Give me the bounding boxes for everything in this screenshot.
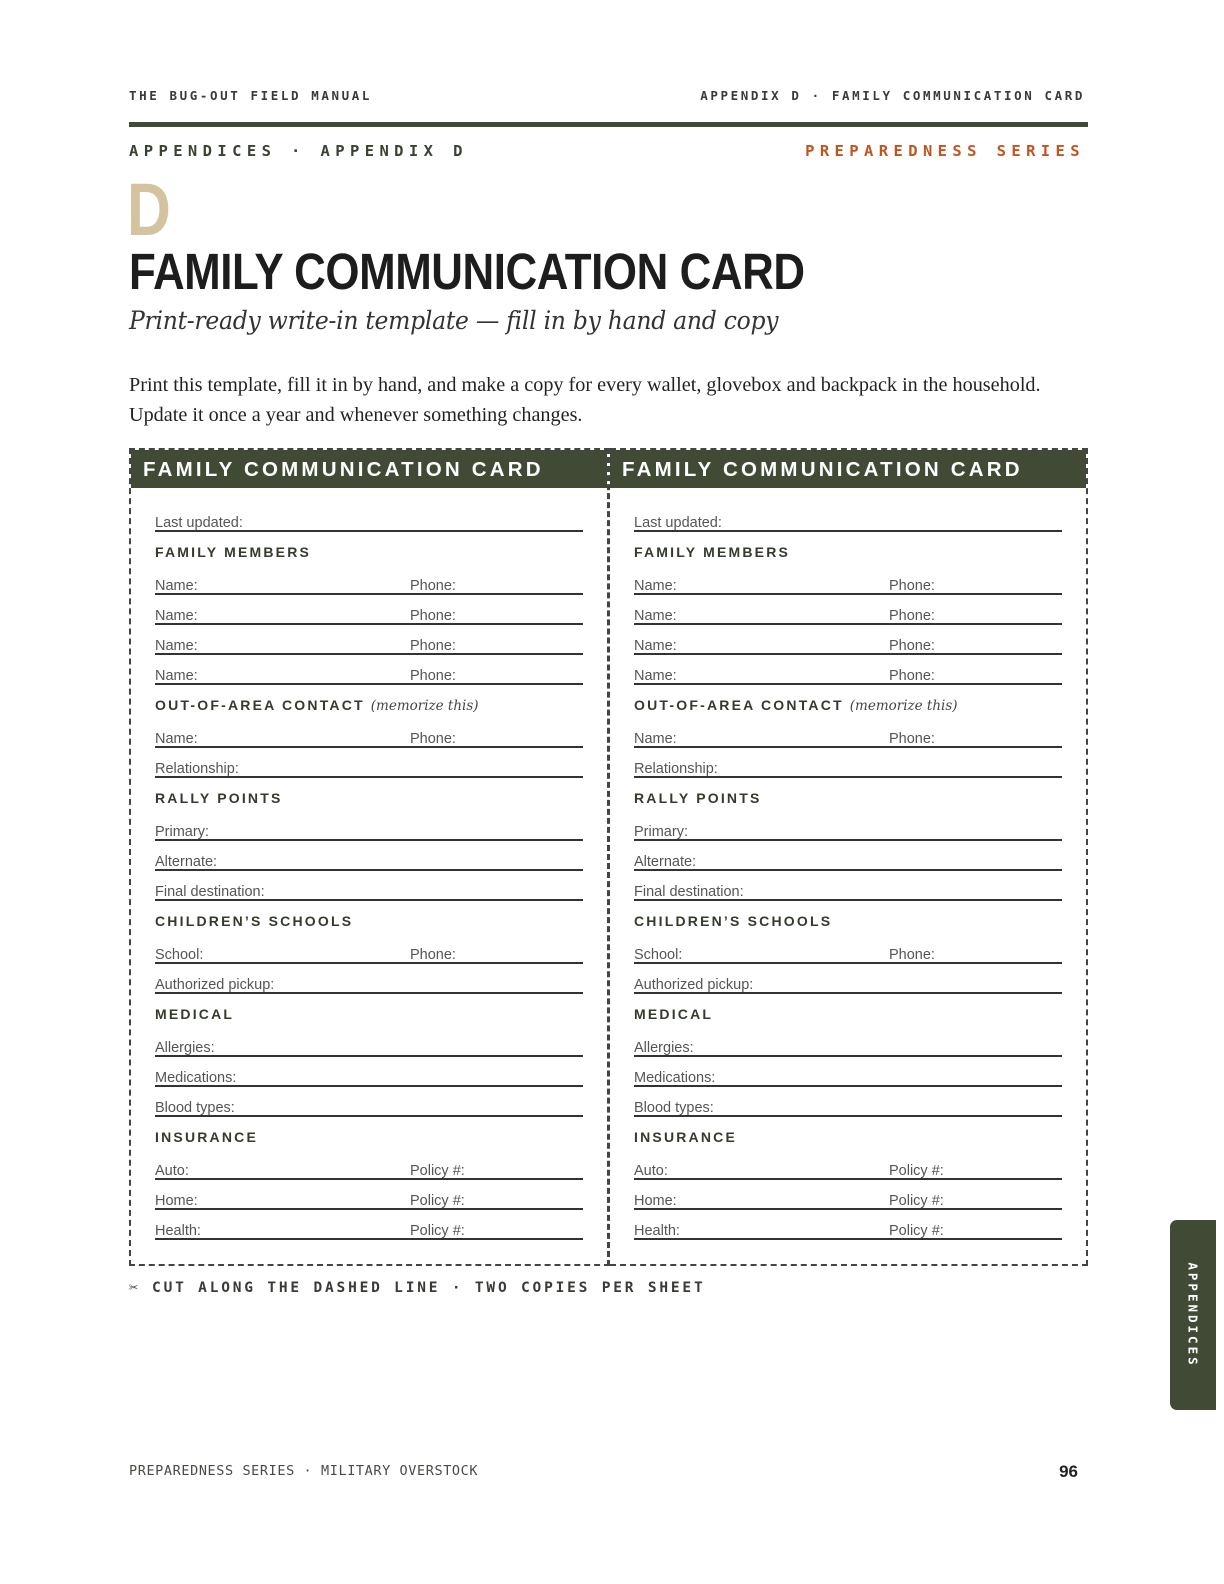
field-row[interactable] — [155, 1180, 583, 1210]
field-label: Allergies: — [155, 1040, 215, 1056]
field-label: Final destination: — [634, 884, 744, 900]
side-tab-appendices[interactable] — [1170, 1220, 1216, 1410]
field-row[interactable] — [634, 1180, 1062, 1210]
field-label-secondary: Policy #: — [889, 1163, 944, 1179]
field-label: Primary: — [155, 824, 209, 840]
header-rule — [129, 122, 1088, 127]
field-label: Name: — [155, 731, 198, 747]
field-label: Last updated: — [155, 515, 243, 531]
section-heading-family-members — [155, 532, 583, 565]
field-row[interactable] — [634, 811, 1062, 841]
section-note: (memorize this) — [370, 698, 479, 714]
field-label: Name: — [634, 638, 677, 654]
field-label: Name: — [634, 578, 677, 594]
write-in-line[interactable] — [634, 1238, 1062, 1240]
field-label: Name: — [634, 608, 677, 624]
section-heading-text: CHILDREN’S SCHOOLS — [634, 913, 833, 929]
section-heading-text: INSURANCE — [155, 1129, 259, 1145]
field-label: Home: — [155, 1193, 198, 1209]
field-row[interactable] — [155, 811, 583, 841]
communication-card-1 — [129, 448, 610, 1266]
field-label-secondary: Policy #: — [410, 1163, 465, 1179]
cards-sheet — [129, 448, 1088, 1266]
section-heading-medical — [634, 994, 1062, 1027]
field-label-secondary: Policy #: — [889, 1193, 944, 1209]
chapter-letter: D — [127, 168, 171, 251]
field-row[interactable] — [155, 595, 583, 625]
cut-instruction: ✂ CUT ALONG THE DASHED LINE · TWO COPIES PER SHEET — [129, 1280, 706, 1296]
field-row[interactable] — [634, 841, 1062, 871]
field-row[interactable] — [155, 1210, 583, 1240]
field-label: Name: — [155, 668, 198, 684]
section-heading-medical — [155, 994, 583, 1027]
field-label: Name: — [155, 638, 198, 654]
card-heading: FAMILY COMMUNICATION CARD — [610, 450, 1086, 488]
field-label: Health: — [634, 1223, 680, 1239]
field-label-secondary: Phone: — [889, 638, 935, 654]
section-heading-insurance — [634, 1117, 1062, 1150]
section-heading-schools — [155, 901, 583, 934]
field-label-secondary: Phone: — [410, 947, 456, 963]
field-label: Medications: — [155, 1070, 237, 1086]
breadcrumb: APPENDICES · APPENDIX D — [129, 142, 468, 160]
section-heading-text: CHILDREN’S SCHOOLS — [155, 913, 354, 929]
field-label-secondary: Phone: — [410, 638, 456, 654]
field-row[interactable] — [634, 718, 1062, 748]
field-row[interactable] — [634, 871, 1062, 901]
field-row[interactable] — [634, 595, 1062, 625]
field-label-secondary: Phone: — [410, 731, 456, 747]
field-label: Relationship: — [634, 761, 718, 777]
section-heading-rally-points — [634, 778, 1062, 811]
field-label-secondary: Phone: — [889, 668, 935, 684]
field-label: Allergies: — [634, 1040, 694, 1056]
section-heading-text: MEDICAL — [634, 1006, 714, 1022]
section-heading-text: OUT-OF-AREA CONTACT — [155, 697, 365, 713]
communication-card-2 — [610, 448, 1088, 1266]
field-label-secondary: Phone: — [410, 668, 456, 684]
running-header-left: THE BUG-OUT FIELD MANUAL — [129, 88, 373, 103]
field-row[interactable] — [634, 748, 1062, 778]
field-label-secondary: Phone: — [889, 731, 935, 747]
intro-paragraph: Print this template, fill it in by hand, and make a copy for every wallet, glovebox and backpack in the household. Update it once a year and whenever something changes. — [129, 374, 1041, 426]
card-body — [131, 488, 607, 1240]
field-row[interactable] — [634, 655, 1062, 685]
field-label-secondary: Phone: — [410, 608, 456, 624]
field-row[interactable] — [634, 1150, 1062, 1180]
section-heading-text: MEDICAL — [155, 1006, 235, 1022]
write-in-line[interactable] — [155, 1238, 583, 1240]
section-heading-family-members — [634, 532, 1062, 565]
write-in-line[interactable] — [634, 683, 1062, 685]
field-row[interactable] — [155, 1027, 583, 1057]
section-heading-schools — [634, 901, 1062, 934]
field-label: Relationship: — [155, 761, 239, 777]
field-label: Auto: — [155, 1163, 189, 1179]
side-tab-label: APPENDICES — [1185, 1262, 1201, 1368]
section-heading-out-of-area — [634, 685, 1062, 718]
field-label-secondary: Phone: — [889, 947, 935, 963]
section-heading-insurance — [155, 1117, 583, 1150]
field-label-secondary: Policy #: — [410, 1223, 465, 1239]
field-label: School: — [634, 947, 683, 963]
field-row[interactable] — [155, 655, 583, 685]
section-heading-text: INSURANCE — [634, 1129, 738, 1145]
field-row[interactable] — [634, 1087, 1062, 1117]
write-in-line[interactable] — [155, 683, 583, 685]
field-row[interactable] — [155, 718, 583, 748]
field-label: Name: — [155, 608, 198, 624]
field-row[interactable] — [155, 934, 583, 964]
last-updated-row[interactable] — [155, 502, 583, 532]
field-row[interactable] — [155, 565, 583, 595]
section-heading-text: RALLY POINTS — [155, 790, 283, 806]
field-label: Primary: — [634, 824, 688, 840]
field-row[interactable] — [155, 1087, 583, 1117]
page-number: 96 — [1059, 1462, 1078, 1481]
field-row[interactable] — [155, 625, 583, 655]
field-label: Last updated: — [634, 515, 722, 531]
field-label: Alternate: — [155, 854, 218, 870]
section-heading-text: FAMILY MEMBERS — [155, 544, 312, 560]
field-row[interactable] — [155, 964, 583, 994]
section-note: (memorize this) — [849, 698, 958, 714]
field-label: Final destination: — [155, 884, 265, 900]
field-label: School: — [155, 947, 204, 963]
running-header-right: APPENDIX D · FAMILY COMMUNICATION CARD — [700, 88, 1085, 103]
card-body — [610, 488, 1086, 1240]
field-row[interactable] — [155, 748, 583, 778]
field-row[interactable] — [155, 871, 583, 901]
field-row[interactable] — [634, 934, 1062, 964]
field-row[interactable] — [155, 841, 583, 871]
field-label: Name: — [155, 578, 198, 594]
field-label: Name: — [634, 668, 677, 684]
field-label: Home: — [634, 1193, 677, 1209]
field-label: Blood types: — [155, 1100, 235, 1116]
section-heading-out-of-area — [155, 685, 583, 718]
field-label-secondary: Policy #: — [889, 1223, 944, 1239]
field-label: Blood types: — [634, 1100, 714, 1116]
section-heading-rally-points — [155, 778, 583, 811]
field-label: Authorized pickup: — [634, 977, 754, 993]
section-heading-text: FAMILY MEMBERS — [634, 544, 791, 560]
field-row[interactable] — [634, 964, 1062, 994]
last-updated-row[interactable] — [634, 502, 1062, 532]
field-label: Health: — [155, 1223, 201, 1239]
field-label: Authorized pickup: — [155, 977, 275, 993]
field-row[interactable] — [155, 1150, 583, 1180]
card-heading: FAMILY COMMUNICATION CARD — [131, 450, 607, 488]
field-row[interactable] — [634, 625, 1062, 655]
field-label: Medications: — [634, 1070, 716, 1086]
field-label: Auto: — [634, 1163, 668, 1179]
field-row[interactable] — [634, 1057, 1062, 1087]
page-subtitle: Print-ready write-in template — fill in by hand and copy — [129, 306, 779, 335]
field-row[interactable] — [634, 1027, 1062, 1057]
field-row[interactable] — [155, 1057, 583, 1087]
page-title: FAMILY COMMUNICATION CARD — [129, 243, 805, 300]
footer-series: PREPAREDNESS SERIES · MILITARY OVERSTOCK — [129, 1463, 479, 1479]
field-label-secondary: Phone: — [889, 578, 935, 594]
field-row[interactable] — [634, 1210, 1062, 1240]
section-heading-text: OUT-OF-AREA CONTACT — [634, 697, 844, 713]
field-label-secondary: Phone: — [889, 608, 935, 624]
field-row[interactable] — [634, 565, 1062, 595]
field-label: Alternate: — [634, 854, 697, 870]
section-heading-text: RALLY POINTS — [634, 790, 762, 806]
field-label-secondary: Phone: — [410, 578, 456, 594]
field-label-secondary: Policy #: — [410, 1193, 465, 1209]
field-label: Name: — [634, 731, 677, 747]
series-label: PREPAREDNESS SERIES — [805, 142, 1085, 160]
